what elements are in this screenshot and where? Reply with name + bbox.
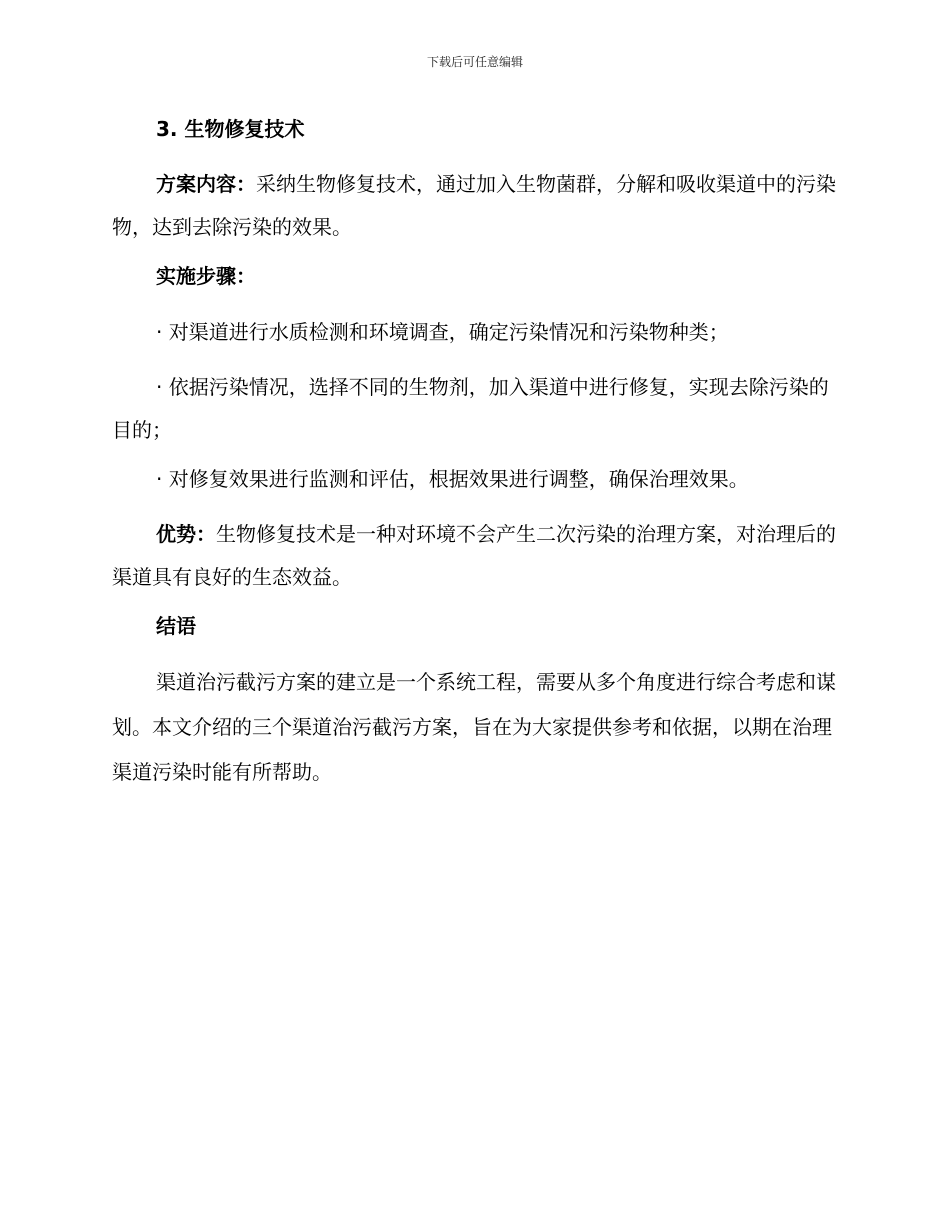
plan-label: 方案内容： [156,172,256,196]
step-item: · 依据污染情况，选择不同的生物剂，加入渠道中进行修复，实现去除污染的目的； [112,375,829,442]
plan-paragraph [112,163,838,249]
section-title: 3. 生物修复技术 [156,117,305,141]
page-header: 下载后可任意编辑 [426,55,523,69]
conclusion-paragraph: 渠道治污截污方案的建立是一个系统工程，需要从多个角度进行综合考虑和谋划。本文介绍的三个渠道治污截污方案，旨在为大家提供参考和依据，以期在治理渠道污染时能有所帮助。 [112,670,836,784]
advantage-text: 生物修复技术是一种对环境不会产生二次污染的治理方案，对治理后的渠道具有良好的生态效益。 [112,522,836,589]
advantage-label: 优势： [156,522,216,546]
step-item: · 对修复效果进行监测和评估，根据效果进行调整，确保治理效果。 [156,467,749,491]
advantage-paragraph [112,513,838,599]
steps-heading: 实施步骤： [156,264,256,288]
conclusion-heading: 结语 [156,614,196,638]
document-body [112,113,838,820]
plan-text: 采纳生物修复技术，通过加入生物菌群，分解和吸收渠道中的污染物，达到去除污染的效果。 [112,172,836,239]
step-item: · 对渠道进行水质检测和环境调查，确定污染情况和污染物种类； [156,320,729,344]
